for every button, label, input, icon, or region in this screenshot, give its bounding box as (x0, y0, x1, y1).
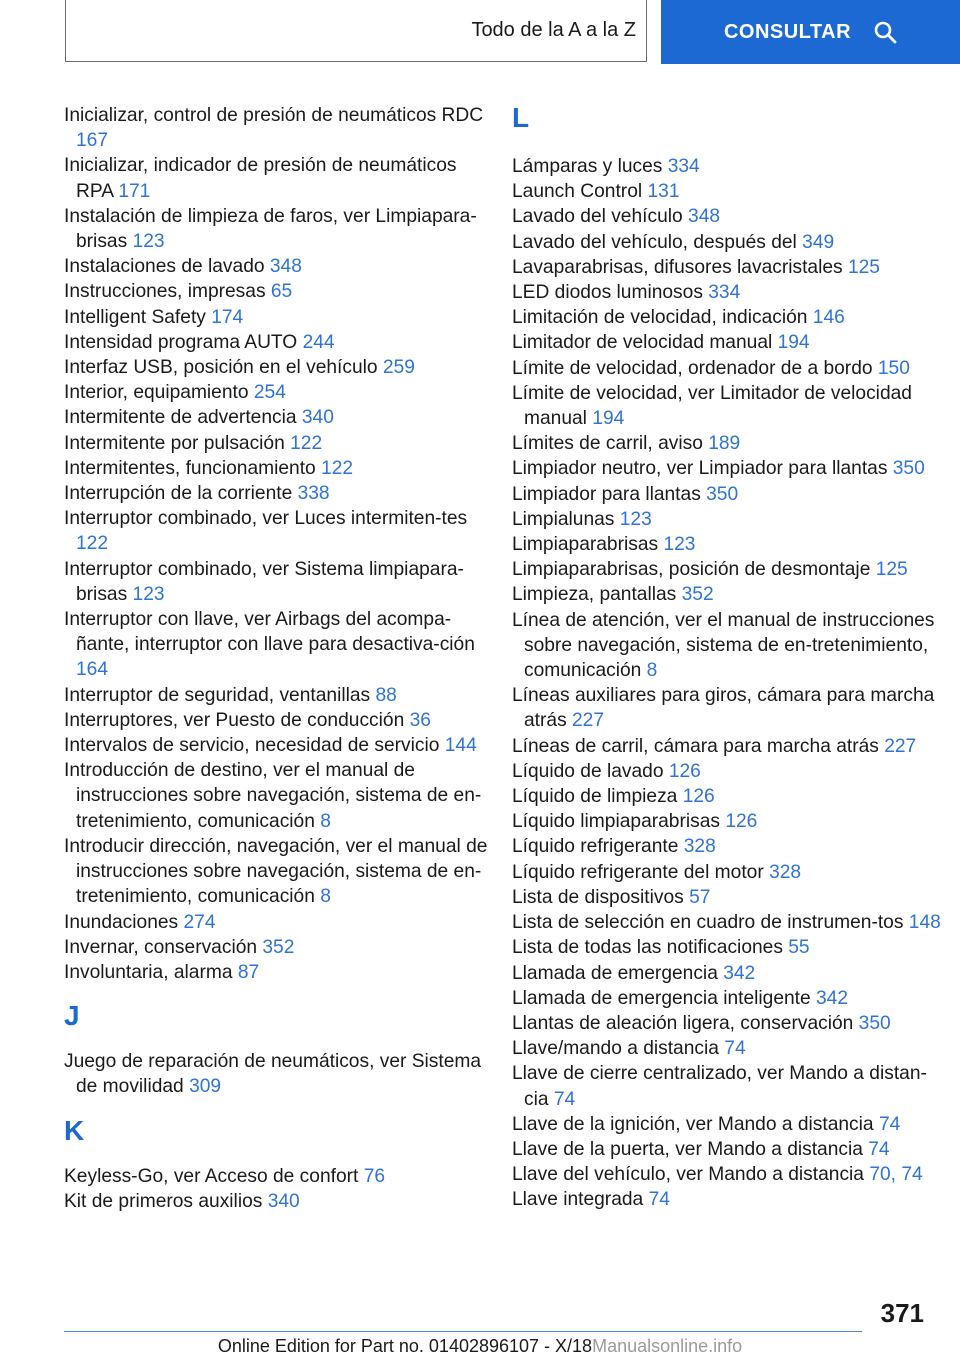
index-entry-text: Introducir dirección, navegación, ver el manual de instrucciones sobre navegación, sistema de en-tretenimiento, comunicación (64, 835, 488, 908)
index-entry (512, 860, 942, 885)
index-entry (64, 1049, 489, 1099)
index-entry-page-link[interactable]: 167 (76, 130, 109, 152)
index-entry-text: Launch Control (512, 181, 643, 203)
index-group-i (64, 103, 489, 985)
index-entry (64, 103, 489, 153)
index-entry (64, 330, 489, 355)
index-entry (64, 481, 489, 506)
index-entry-text: Instalaciones de lavado (64, 256, 265, 278)
index-entry-text: Lavaparabrisas, difusores lavacristales (512, 256, 843, 278)
index-entry-text: Líneas auxiliares para giros, cámara para marcha atrás (512, 685, 935, 732)
index-entry (512, 834, 942, 859)
index-entry (512, 305, 942, 330)
index-letter-j: J (64, 1000, 80, 1032)
index-entry-text: Limitador de velocidad manual (512, 332, 773, 354)
index-entry-text: Líneas de carril, cámara para marcha atrás (512, 735, 879, 757)
footer-divider (64, 1331, 862, 1332)
index-entry-text: Líquido refrigerante del motor (512, 861, 764, 883)
index-entry (512, 179, 942, 204)
index-entry-text: Intervalos de servicio, necesidad de servicio (64, 735, 440, 757)
index-entry-text: Llave de la ignición, ver Mando a distancia (512, 1113, 874, 1135)
index-entry (512, 986, 942, 1011)
index-entry (64, 758, 489, 834)
index-entry (512, 280, 942, 305)
index-entry-text: Lista de todas las notificaciones (512, 937, 783, 959)
index-entry-text: Lista de dispositivos (512, 886, 684, 908)
index-entry-text: Lista de selección en cuadro de instrumen-tos (512, 912, 904, 934)
index-entry (512, 154, 942, 179)
index-entry-page-link[interactable]: 227 (884, 735, 917, 757)
index-entry-text: Limpieza, pantallas (512, 584, 677, 606)
index-entry-page-link[interactable]: 309 (189, 1076, 222, 1098)
index-entry (64, 380, 489, 405)
index-entry-page-link[interactable]: 74 (878, 1113, 901, 1135)
index-entry-page-link[interactable]: 74 (553, 1088, 576, 1110)
index-entry-page-link[interactable]: 227 (572, 710, 605, 732)
footer-edition: Online Edition for Part no. 01402896107 - X/18 (217, 1336, 593, 1356)
index-entry-text: Instrucciones, impresas (64, 281, 266, 303)
index-entry-text: Introducción de destino, ver el manual de instrucciones sobre navegación, sistema de en-tretenimiento, comunicación (64, 760, 482, 832)
index-entry (64, 1189, 489, 1214)
index-entry (64, 960, 489, 985)
index-entry (512, 784, 942, 809)
index-entry-page-link[interactable]: 125 (875, 559, 908, 581)
index-entry (64, 683, 489, 708)
index-entry (64, 405, 489, 430)
index-entry-page-link[interactable]: 340 (267, 1190, 300, 1212)
index-entry-text: Intensidad programa AUTO (64, 331, 298, 353)
index-entry-page-link[interactable]: 74 (868, 1138, 890, 1160)
index-entry-text: Interrupción de la corriente (64, 483, 293, 505)
index-entry (512, 885, 942, 910)
index-entry-page-link[interactable]: 189 (708, 433, 741, 455)
index-entry (64, 910, 489, 935)
index-entry-text: Keyless-Go, ver Acceso de confort (64, 1165, 359, 1187)
index-entry (64, 733, 489, 758)
index-entry (512, 330, 942, 355)
index-entry (64, 204, 489, 254)
index-entry-text: Inicializar, indicador de presión de neumáticos RPA (64, 155, 457, 202)
index-entry-text: LED diodos luminosos (512, 282, 703, 304)
index-entry-text: Lavado del vehículo, después del (512, 231, 797, 253)
index-entry-text: Líquido de lavado (512, 760, 664, 782)
index-group-k (64, 1164, 489, 1214)
index-entry-text: Llave del vehículo, ver Mando a distancia (512, 1164, 864, 1186)
index-entry-page-link[interactable]: 36 (409, 709, 431, 731)
index-entry-text: Línea de atención, ver el manual de instrucciones sobre navegación, sistema de en-tretenimiento, comunicación (512, 609, 935, 682)
index-entry-text: Interruptor combinado, ver Luces intermiten-tes (64, 508, 468, 530)
index-entry (64, 305, 489, 330)
consultar-label: CONSULTAR (723, 20, 852, 43)
consultar-button[interactable] (661, 0, 960, 64)
index-entry-page-link[interactable]: 65 (270, 281, 293, 303)
index-entry (512, 809, 942, 834)
index-entry-page-link[interactable]: 126 (668, 760, 701, 782)
index-entry-text: Llamada de emergencia (512, 962, 718, 984)
index-entry-text: Intermitentes, funcionamiento (64, 457, 316, 479)
index-entry-page-link[interactable]: 244 (302, 331, 335, 353)
index-entry (64, 506, 489, 556)
index-entry-text: Invernar, conservación (64, 936, 258, 958)
index-entry-page-link[interactable]: 350 (706, 483, 739, 505)
index-entry-page-link[interactable]: 76 (363, 1165, 386, 1187)
index-entry (512, 935, 942, 960)
index-entry-text: Interruptor con llave, ver Airbags del acompa-ñante, interruptor con llave para desactiva-ción (64, 609, 475, 656)
index-group-j (64, 1049, 489, 1099)
index-entry-page-link[interactable]: 74 (648, 1189, 670, 1211)
index-entry-page-link[interactable]: 350 (858, 1012, 891, 1034)
index-entry-page-link[interactable]: 57 (689, 886, 711, 908)
index-entry-page-link[interactable]: 122 (290, 432, 323, 454)
index-entry (64, 834, 489, 910)
index-entry-page-link[interactable]: 349 (802, 231, 835, 253)
index-entry-page-link[interactable]: 350 (892, 458, 925, 480)
index-entry-page-link[interactable]: 338 (297, 483, 330, 505)
index-entry (512, 255, 942, 280)
index-entry-text: Kit de primeros auxilios (64, 1190, 263, 1212)
index-entry-text: Intermitente por pulsación (64, 432, 285, 454)
index-entry-text: Líquido limpiaparabrisas (512, 811, 720, 833)
tab-todo-de-la-a-a-la-z[interactable] (65, 0, 647, 62)
index-entry (512, 1187, 942, 1212)
index-entry-page-link[interactable]: 126 (682, 786, 715, 808)
index-entry (512, 910, 942, 935)
index-entry (512, 683, 942, 733)
index-entry (512, 204, 942, 229)
index-entry-page-link[interactable]: 334 (667, 156, 700, 177)
index-entry-page-link[interactable]: 334 (708, 282, 741, 304)
footer (0, 1336, 960, 1357)
index-entry-text: Llave integrada (512, 1189, 644, 1211)
index-entry (64, 557, 489, 607)
index-entry (512, 507, 942, 532)
index-entry-page-link[interactable]: 123 (663, 534, 696, 556)
index-entry-text: Líquido de limpieza (512, 786, 678, 808)
index-entry-page-link[interactable]: 352 (262, 936, 295, 958)
index-entry-page-link[interactable]: 352 (681, 584, 714, 606)
search-icon (873, 20, 897, 44)
index-group-l (512, 154, 942, 1213)
index-entry-text: Involuntaria, alarma (64, 961, 233, 983)
index-entry-text: Limpialunas (512, 508, 615, 530)
index-entry-text: Interruptores, ver Puesto de conducción (64, 709, 405, 731)
index-entry-page-link[interactable]: 8 (646, 660, 658, 682)
index-letter-l: L (512, 102, 530, 133)
tab-label: Todo de la A a la Z (471, 19, 636, 41)
index-entry-text: Lámparas y luces (512, 156, 663, 177)
index-entry-text: Llantas de aleación ligera, conservación (512, 1012, 854, 1034)
index-entry-text: Interruptor de seguridad, ventanillas (64, 684, 371, 706)
index-entry (512, 557, 942, 582)
footer-watermark: Manualsonline.info (592, 1336, 743, 1356)
index-entry-page-link[interactable]: 171 (118, 180, 151, 202)
index-entry-page-link[interactable]: 340 (301, 407, 334, 429)
index-entry (512, 582, 942, 607)
index-entry-page-link[interactable]: 126 (725, 811, 758, 833)
index-entry-page-link[interactable]: 254 (253, 382, 286, 404)
index-entry (64, 607, 489, 683)
index-entry-text: Llave/mando a distancia (512, 1038, 719, 1060)
index-entry-text: Líquido refrigerante (512, 836, 679, 858)
index-entry-page-link[interactable]: 55 (788, 937, 810, 959)
index-entry-text: Limpiador para llantas (512, 483, 701, 505)
index-entry-page-link[interactable]: 259 (382, 357, 415, 379)
index-entry-text: Limpiador neutro, ver Limpiador para llantas (512, 458, 888, 480)
index-entry-page-link[interactable]: 87 (237, 961, 260, 983)
index-entry-page-link[interactable]: 74 (724, 1038, 746, 1060)
index-entry (512, 759, 942, 784)
index-entry (64, 254, 489, 279)
index-entry (512, 431, 942, 456)
index-entry-text: Inundaciones (64, 911, 179, 933)
index-entry-page-link[interactable]: 348 (269, 256, 302, 278)
index-entry-page-link[interactable]: 8 (320, 810, 331, 832)
index-entry (64, 431, 489, 456)
index-entry (64, 1164, 489, 1189)
index-entry-page-link[interactable]: 342 (816, 987, 849, 1009)
index-entry-page-link[interactable]: 125 (847, 256, 880, 278)
index-entry-text: Instalación de limpieza de faros, ver Limpiapara-brisas (64, 205, 477, 253)
page-number: 371 (880, 1298, 924, 1328)
index-entry-page-link[interactable]: 342 (723, 962, 756, 984)
index-entry (512, 482, 942, 507)
index-entry (512, 381, 942, 431)
index-column-right (512, 103, 942, 1213)
index-entry-page-link[interactable]: 164 (76, 659, 109, 681)
index-entry (512, 1162, 942, 1187)
index-column-left (64, 103, 489, 1214)
index-entry-text: Limpiaparabrisas (512, 534, 659, 556)
index-entry-page-link[interactable]: 88 (375, 684, 397, 706)
index-entry-page-link[interactable]: 274 (183, 911, 216, 933)
index-entry-text: Juego de reparación de neumáticos, ver Sistema de movilidad (64, 1051, 482, 1098)
index-entry-page-link[interactable]: 150 (877, 357, 910, 379)
index-entry-page-link[interactable]: 123 (132, 231, 165, 253)
index-entry (64, 355, 489, 380)
index-entry-page-link[interactable]: 328 (769, 861, 802, 883)
index-entry (64, 456, 489, 481)
index-entry-page-link[interactable]: 70, 74 (869, 1164, 923, 1186)
index-entry-text: Límites de carril, aviso (512, 433, 703, 455)
index-entry (64, 153, 489, 203)
index-entry-text: Interruptor combinado, ver Sistema limpiapara-brisas (64, 558, 464, 605)
index-entry (512, 1036, 942, 1061)
index-entry-page-link[interactable]: 194 (592, 408, 625, 430)
index-entry-text: Intelligent Safety (64, 306, 206, 328)
index-entry-page-link[interactable]: 123 (619, 508, 652, 530)
index-entry-text: Llamada de emergencia inteligente (512, 987, 811, 1009)
index-entry-text: Interior, equipamiento (64, 382, 249, 404)
index-entry-page-link[interactable]: 174 (211, 306, 244, 328)
index-entry (64, 935, 489, 960)
index-entry (64, 279, 489, 304)
index-entry (512, 608, 942, 684)
index-entry-page-link[interactable]: 144 (444, 735, 477, 757)
index-entry (512, 532, 942, 557)
index-entry (512, 1112, 942, 1137)
index-entry (512, 1137, 942, 1162)
index-entry-text: Lavado del vehículo (512, 206, 683, 228)
index-entry-page-link[interactable]: 146 (812, 307, 845, 329)
index-entry-page-link[interactable]: 8 (320, 886, 331, 908)
index-entry (512, 1061, 942, 1111)
index-entry (512, 356, 942, 381)
index-entry-text: Intermitente de advertencia (64, 407, 297, 429)
index-entry-page-link[interactable]: 122 (76, 533, 109, 555)
index-entry (512, 961, 942, 986)
index-entry-page-link[interactable]: 328 (683, 836, 716, 858)
index-entry (512, 456, 942, 481)
index-entry-text: Interfaz USB, posición en el vehículo (64, 357, 378, 379)
index-entry-page-link[interactable]: 131 (647, 181, 680, 203)
index-entry-text: Llave de la puerta, ver Mando a distancia (512, 1138, 863, 1160)
index-entry-text: Llave de cierre centralizado, ver Mando a distan-cia (512, 1063, 927, 1110)
index-entry-text: Limpiaparabrisas, posición de desmontaje (512, 559, 871, 581)
index-entry-page-link[interactable]: 194 (777, 332, 810, 354)
index-entry-text: Límite de velocidad, ver Limitador de velocidad manual (512, 382, 912, 430)
index-entry-text: Límite de velocidad, ordenador de a bordo (512, 357, 873, 379)
index-entry-page-link[interactable]: 122 (321, 457, 354, 479)
index-entry-text: Inicializar, control de presión de neumáticos RDC (64, 105, 484, 126)
index-entry (512, 734, 942, 759)
index-letter-k: K (64, 1114, 85, 1146)
index-entry (512, 230, 942, 255)
index-entry (64, 708, 489, 733)
index-entry-page-link[interactable]: 123 (132, 583, 165, 605)
index-entry-text: Limitación de velocidad, indicación (512, 307, 808, 329)
index-entry (512, 1011, 942, 1036)
index-entry-page-link[interactable]: 148 (908, 912, 941, 934)
index-entry-page-link[interactable]: 348 (688, 206, 721, 228)
